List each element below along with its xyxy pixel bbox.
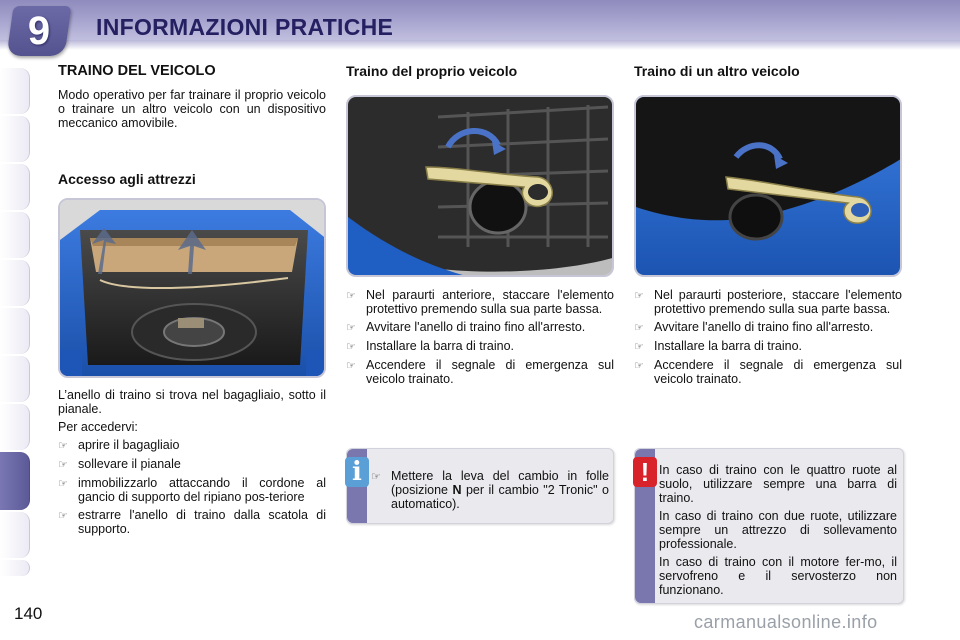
header-shade: [0, 40, 960, 50]
hand-pointer-icon: ☞: [346, 290, 356, 302]
side-tab-5[interactable]: [0, 260, 30, 306]
side-tab-1[interactable]: [0, 68, 30, 114]
info-note: [346, 448, 614, 524]
access-intro: Per accedervi:: [58, 420, 138, 434]
front-steps: [346, 288, 614, 390]
section-heading: TRAINO DEL VEICOLO: [58, 63, 216, 79]
hand-pointer-icon: ☞: [58, 440, 68, 452]
warning-paragraph: In caso di traino con il motore fer-mo, il servofreno e il servosterzo non funzionano.: [659, 555, 897, 597]
rear-towing-heading: Traino di un altro veicolo: [634, 63, 800, 79]
intro-text: Modo operativo per far trainare il proprio veicolo o trainare un altro veicolo con un dispositivo meccanico amovibile.: [58, 88, 326, 130]
hand-pointer-icon: ☞: [371, 471, 381, 483]
page-title: INFORMAZIONI PRATICHE: [96, 14, 394, 40]
hand-pointer-icon: ☞: [634, 322, 644, 334]
hand-pointer-icon: ☞: [58, 510, 68, 522]
warning-icon: !: [633, 457, 657, 487]
rear-bumper-photo: [634, 95, 902, 277]
list-item: ☞ Accendere il segnale di emergenza sul veicolo trainato.: [634, 358, 902, 386]
page-number: 140: [14, 604, 43, 623]
trunk-illustration: [60, 200, 326, 378]
warning-text: [659, 463, 897, 601]
hand-pointer-icon: ☞: [346, 341, 356, 353]
hand-pointer-icon: ☞: [346, 360, 356, 372]
trunk-photo: [58, 198, 326, 378]
hand-pointer-icon: ☞: [58, 478, 68, 490]
list-item: ☞ Installare la barra di traino.: [346, 339, 514, 353]
rear-steps: [634, 288, 902, 390]
side-tab-active[interactable]: [0, 452, 30, 510]
hand-pointer-icon: ☞: [346, 322, 356, 334]
list-item: ☞ Accendere il segnale di emergenza sul veicolo trainato.: [346, 358, 614, 386]
front-towing-heading: Traino del proprio veicolo: [346, 63, 518, 79]
side-tab-6[interactable]: [0, 308, 30, 354]
hand-pointer-icon: ☞: [634, 360, 644, 372]
side-tab-4[interactable]: [0, 212, 30, 258]
left-body: [58, 388, 326, 540]
rear-bumper-illustration: [636, 97, 902, 277]
front-bumper-photo: [346, 95, 614, 277]
hand-pointer-icon: ☞: [634, 341, 644, 353]
info-text: ☞ Mettere la leva del cambio in folle (posizione N per il cambio "2 Tronic" o automatico).: [371, 469, 610, 511]
list-item: ☞ aprire il bagagliaio: [58, 438, 180, 452]
front-bumper-illustration: [348, 97, 614, 277]
side-tab-8[interactable]: [0, 404, 30, 450]
chapter-number: 9: [27, 9, 51, 53]
list-item: ☞ Nel paraurti anteriore, staccare l'elemento protettivo premendo sulla sua parte bassa.: [346, 288, 614, 316]
info-icon: i: [345, 457, 369, 487]
list-item: ☞ Installare la barra di traino.: [634, 339, 802, 353]
side-tab-11[interactable]: [0, 560, 30, 576]
list-item: ☞ Nel paraurti posteriore, staccare l'elemento protettivo premendo sulla sua parte bassa.: [634, 288, 902, 316]
list-item: ☞ Avvitare l'anello di traino fino all'arresto.: [346, 320, 586, 334]
warning-note: [634, 448, 904, 604]
subsection-heading: Accesso agli attrezzi: [58, 171, 196, 187]
side-tab-3[interactable]: [0, 164, 30, 210]
list-item: ☞ estrarre l'anello di traino dalla scatola di supporto.: [58, 508, 326, 536]
side-tab-10[interactable]: [0, 512, 30, 558]
hand-pointer-icon: ☞: [58, 459, 68, 471]
side-tab-2[interactable]: [0, 116, 30, 162]
watermark: carmanualsonline.info: [694, 612, 878, 632]
warning-paragraph: In caso di traino con le quattro ruote al suolo, utilizzare sempre una barra di traino.: [659, 463, 897, 505]
side-tab-7[interactable]: [0, 356, 30, 402]
list-item: ☞ immobilizzarlo attaccando il cordone al gancio di supporto del ripiano pos-teriore: [58, 476, 326, 504]
hand-pointer-icon: ☞: [634, 290, 644, 302]
list-item: ☞ sollevare il pianale: [58, 457, 181, 471]
warning-paragraph: In caso di traino con due ruote, utilizzare sempre un attrezzo di sollevamento professionale.: [659, 509, 897, 551]
location-text: L’anello di traino si trova nel bagagliaio, sotto il pianale.: [58, 388, 326, 416]
list-item: ☞ Avvitare l'anello di traino fino all'arresto.: [634, 320, 874, 334]
